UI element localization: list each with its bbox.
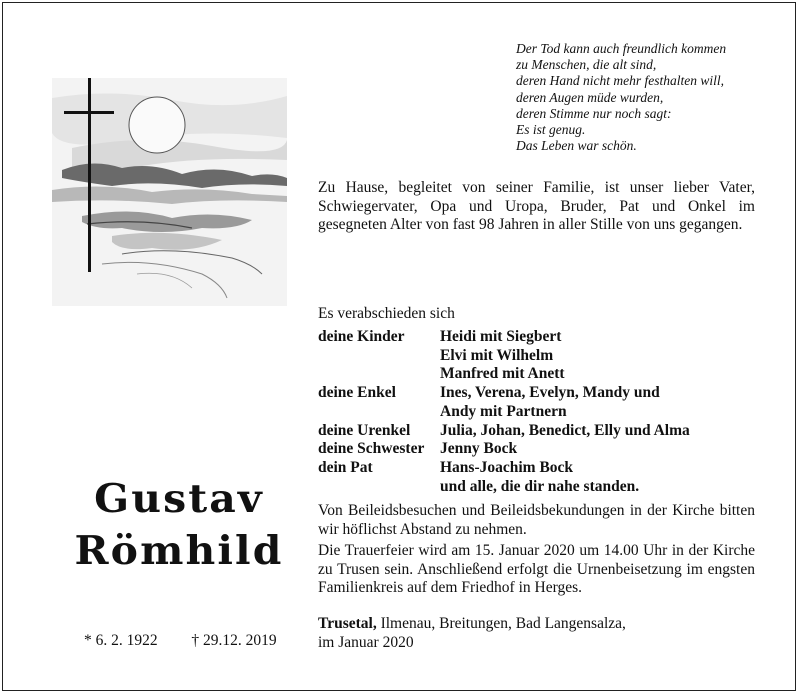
relative-names: und alle, die dir nahe standen. bbox=[440, 477, 640, 495]
place-and-date bbox=[318, 615, 755, 652]
relatives-row bbox=[318, 422, 690, 441]
condolence-notice: Von Beileidsbesuchen und Beileidsbekundungen in der Kirche bitten wir höflichst Abstand zu nehmen. bbox=[318, 502, 755, 538]
relatives-row bbox=[318, 403, 690, 422]
relative-names: Ines, Verena, Evelyn, Mandy und bbox=[440, 384, 660, 402]
relative-role: deine Kinder bbox=[318, 328, 405, 345]
relatives-row bbox=[318, 384, 690, 403]
relative-names: Heidi mit Siegbert bbox=[440, 328, 562, 345]
place-others: Ilmenau, Breitungen, Bad Langensalza, bbox=[376, 615, 626, 632]
relatives-row bbox=[318, 440, 690, 459]
relatives-row bbox=[318, 328, 690, 347]
deceased-last-name: Römhild bbox=[74, 528, 284, 574]
deceased-first-name: Gustav bbox=[94, 476, 264, 522]
life-dates bbox=[84, 632, 277, 650]
relative-role bbox=[318, 365, 440, 384]
relatives-row bbox=[318, 459, 690, 478]
relative-names: Elvi mit Wilhelm bbox=[440, 346, 554, 364]
poem-line: Es ist genug. bbox=[516, 122, 586, 138]
relative-names: Manfred mit Anett bbox=[440, 365, 565, 383]
poem-line: Das Leben war schön. bbox=[516, 138, 637, 154]
poem bbox=[516, 41, 786, 154]
relative-role: deine Enkel bbox=[318, 384, 396, 402]
farewell-lead: Es verabschieden sich bbox=[318, 305, 455, 322]
birth-date: * 6. 2. 1922 bbox=[84, 632, 158, 649]
relative-role bbox=[318, 347, 440, 366]
relatives-row bbox=[318, 478, 690, 497]
relative-role bbox=[318, 478, 440, 497]
relatives-list bbox=[318, 328, 690, 496]
place-primary: Trusetal, bbox=[318, 615, 377, 632]
relative-role: deine Urenkel bbox=[318, 421, 411, 439]
funeral-notice: Die Trauerfeier wird am 15. Januar 2020 um 14.00 Uhr in der Kirche zu Trusen sein. Anschließend erfolgt die Urnenbeisetzung im engsten Familienkreis auf dem Friedhof in Herges. bbox=[318, 542, 755, 597]
cross-landscape-illustration bbox=[52, 78, 287, 306]
intro-paragraph: Zu Hause, begleitet von seiner Familie, ist unser lieber Vater, Schwiegervater, Opa und Uropa, Bruder, Pat und Onkel im gesegneten Alter von fast 98 Jahren in aller Stille von uns gegangen. bbox=[318, 179, 755, 234]
relative-names: Julia, Johan, Benedict, Elly und Alma bbox=[440, 421, 690, 439]
relatives-row bbox=[318, 347, 690, 366]
poem-line: zu Menschen, die alt sind, bbox=[516, 57, 657, 73]
relative-role: dein Pat bbox=[318, 458, 373, 476]
relative-role bbox=[318, 403, 440, 422]
poem-line: deren Hand nicht mehr festhalten will, bbox=[516, 73, 724, 89]
relative-role: deine Schwester bbox=[318, 440, 425, 458]
death-date: † 29.12. 2019 bbox=[191, 632, 277, 649]
relative-names: Jenny Bock bbox=[440, 440, 518, 458]
poem-line: Der Tod kann auch freundlich kommen bbox=[516, 41, 727, 56]
poem-line: deren Augen müde wurden, bbox=[516, 89, 664, 105]
relatives-row bbox=[318, 365, 690, 384]
relative-names: Hans-Joachim Bock bbox=[440, 458, 574, 476]
relative-names: Andy mit Partnern bbox=[440, 402, 567, 420]
notice-date: im Januar 2020 bbox=[318, 633, 414, 651]
poem-line: deren Stimme nur noch sagt: bbox=[516, 105, 672, 121]
